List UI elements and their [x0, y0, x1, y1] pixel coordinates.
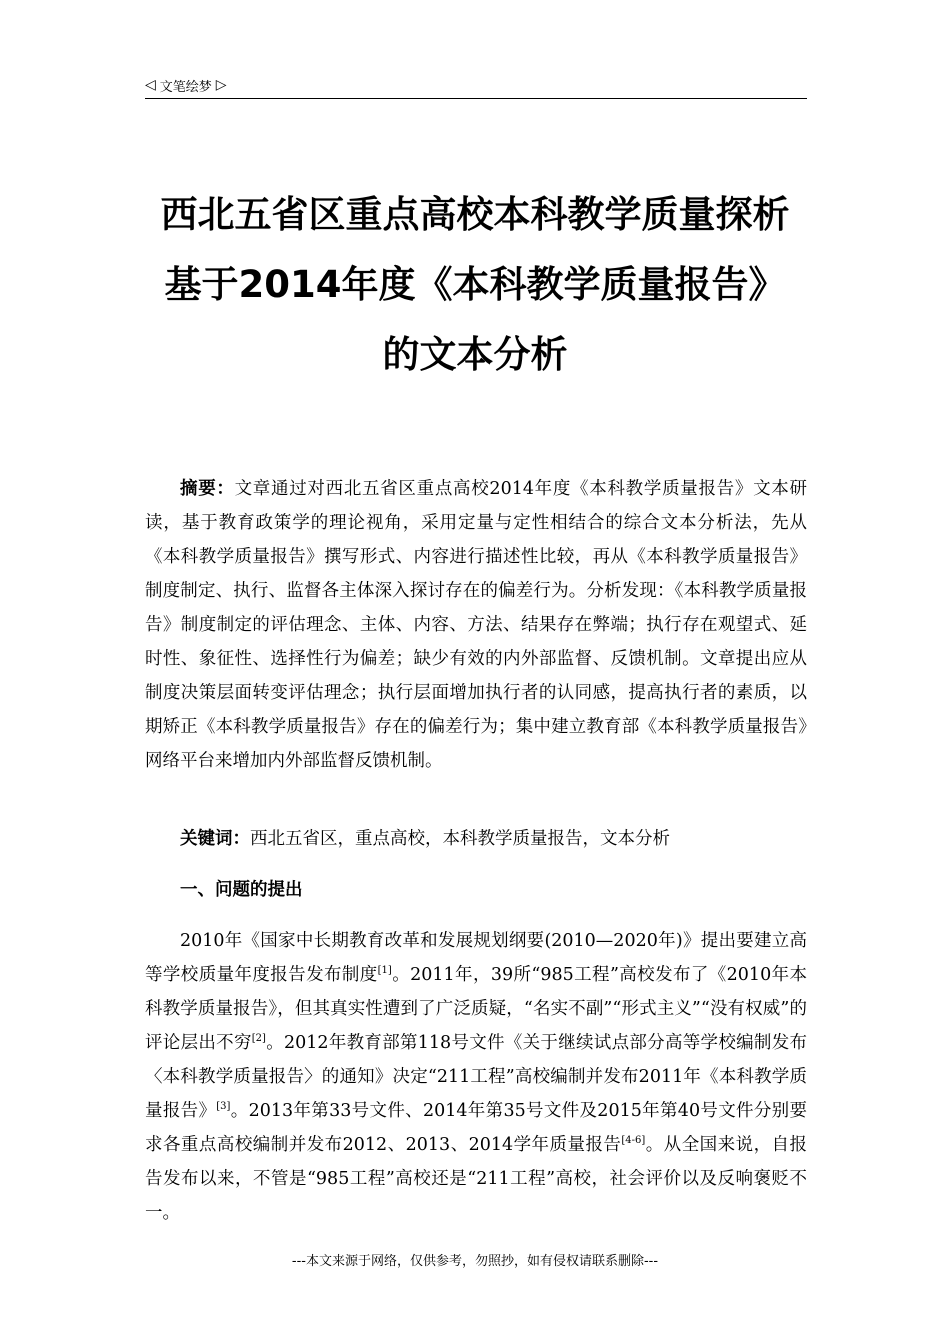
title-line-3: 的文本分析 — [382, 333, 568, 376]
triangle-left-icon: ◁ — [145, 77, 156, 93]
abstract — [145, 472, 807, 778]
citation: [4-6] — [621, 1135, 646, 1146]
keywords-label: 关键词： — [180, 829, 250, 849]
paragraph-text: 。2013年第33号文件、2014年第35号文件及2015年第40号文件分别要求各重点高校编制并发布2012、2013、2014学年质量报告 — [145, 1101, 807, 1155]
abstract-text: 文章通过对西北五省区重点高校2014年度《本科教学质量报告》文本研读，基于教育政策学的理论视角，采用定量与定性相结合的综合文本分析法，先从《本科教学质量报告》撰写形式、内容进行描述性比较，再从《本科教学质量报告》制度制定、执行、监督各主体深入探讨存在的偏差行为。分析发现：《本科教学质量报告》制度制定的评估理念、主体、内容、方法、结果存在弊端；执行存在观望式、延时性、象征性、选择性行为偏差；缺少有效的内外部监督、反馈机制。文章提出应从制度决策层面转变评估理念；执行层面增加执行者的认同感，提高执行者的素质，以期矫正《本科教学质量报告》存在的偏差行为；集中建立教育部《本科教学质量报告》网络平台来增加内外部监督反馈机制。 — [145, 479, 807, 771]
abstract-label: 摘要： — [180, 479, 235, 499]
header-text: 文笔绘梦 — [159, 79, 212, 95]
title-line-2: 基于2014年度《本科教学质量报告》 — [164, 263, 786, 306]
paragraph-text: 。2012年教育部第118号文件《关于继续试点部分高等学校编制发布〈本科教学质量报告〉的通知》决定“211工程”高校编制并发布2011年《本科教学质量报告》 — [145, 1033, 808, 1121]
paragraph-text: 。2011年，39所“985工程”高校发布了《2010年本科教学质量报告》，但其真实性遭到了广泛质疑，“名实不副”“形式主义”“没有权威”的评论层出不穷 — [145, 965, 807, 1053]
keywords — [145, 822, 807, 856]
paragraph-text: 。从全国来说，自报告发布以来，不管是“985工程”高校还是“211工程”高校，社会评价以及反响褒贬不一。 — [145, 1135, 808, 1223]
section-heading: 一、问题的提出 — [180, 880, 303, 900]
page-header — [145, 72, 807, 99]
paragraph-text: 2010年《国家中长期教育改革和发展规划纲要(2010—2020年)》提出要建立高等学校质量年度报告发布制度 — [145, 931, 807, 985]
citation: [2] — [251, 1033, 266, 1044]
citation: [1] — [377, 965, 392, 976]
title-line-1: 西北五省区重点高校本科教学质量探析 — [160, 193, 790, 236]
citation: [3] — [216, 1101, 231, 1112]
body-paragraph — [145, 924, 807, 1230]
triangle-right-icon: ▷ — [215, 77, 227, 93]
document-title — [120, 180, 830, 390]
page-footer: ---本文来源于网络，仅供参考，勿照抄，如有侵权请联系删除--- — [291, 1254, 659, 1269]
keywords-text: 西北五省区，重点高校，本科教学质量报告，文本分析 — [250, 829, 670, 849]
